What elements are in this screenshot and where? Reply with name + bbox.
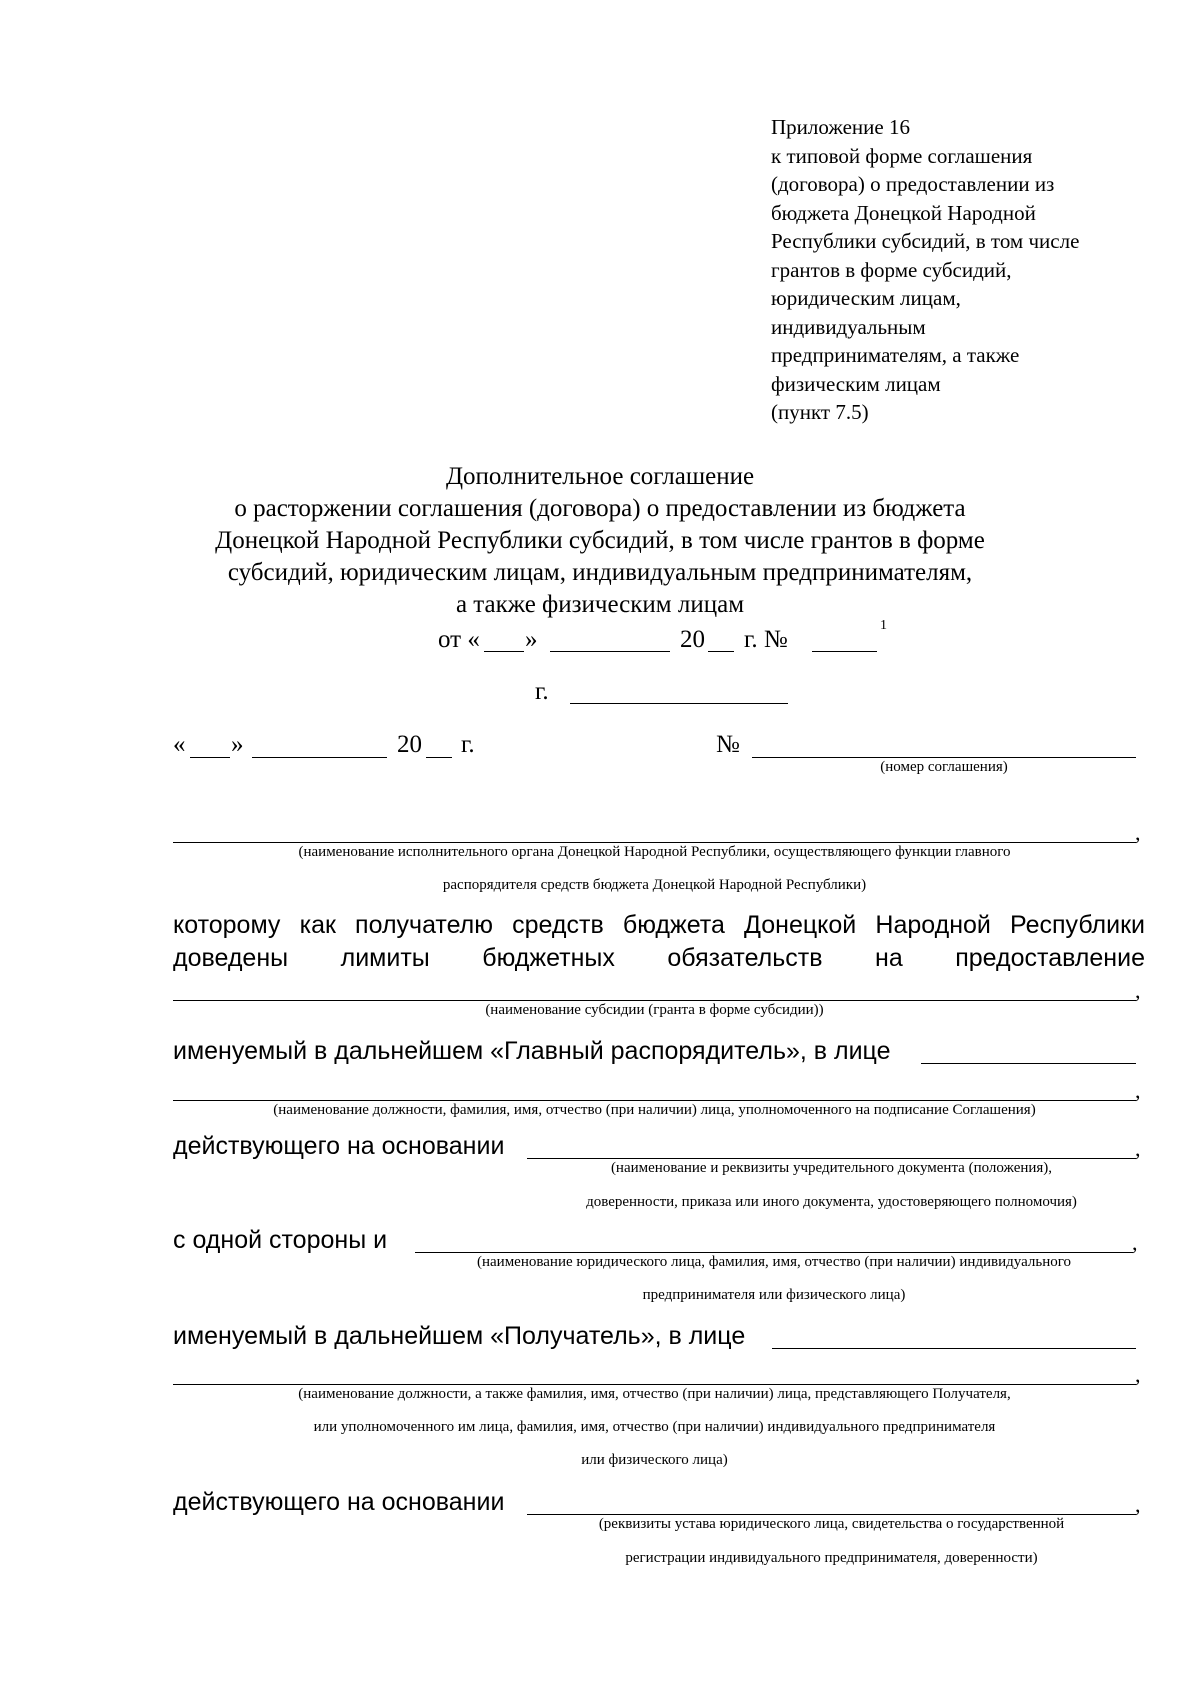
date-open-quote: « <box>173 731 186 758</box>
word: лимиты <box>340 944 430 972</box>
title-line: Донецкой Народной Республики субсидий, в том числе грантов в форме <box>215 527 985 554</box>
recipient-text-line-2 <box>173 943 1145 973</box>
appendix-line: физическим лицам <box>771 371 941 396</box>
title-line: а также физическим лицам <box>455 591 745 618</box>
comma: , <box>1135 820 1141 845</box>
word: бюджетных <box>482 944 615 972</box>
word: на <box>875 944 903 972</box>
comma: , <box>1135 978 1141 1003</box>
appendix-line: грантов в форме субсидий, <box>771 257 1012 282</box>
title-number-blank[interactable] <box>812 651 877 652</box>
rep-caption-1: (наименование должности, а также фамилия, имя, отчество (при наличии) лица, представляющего Получателя, <box>298 1386 1011 1402</box>
title-date-prefix: от « <box>438 626 480 653</box>
main-manager-person-blank[interactable] <box>921 1063 1136 1064</box>
charter-caption-1: (реквизиты устава юридического лица, свидетельства о государственной <box>598 1516 1065 1532</box>
city-blank[interactable] <box>570 703 788 704</box>
title-line: Дополнительное соглашение <box>445 463 755 490</box>
acting-basis-text: действующего на основании <box>173 1132 505 1160</box>
appendix-line: (пункт 7.5) <box>771 400 869 424</box>
rep-caption-3: или физического лица) <box>581 1452 728 1468</box>
word: обязательств <box>667 944 823 972</box>
footnote-mark: 1 <box>880 618 887 633</box>
month-blank[interactable] <box>252 757 387 758</box>
year-blank[interactable] <box>426 757 452 758</box>
appendix-line: индивидуальным <box>771 314 926 339</box>
title-month-blank[interactable] <box>550 651 670 652</box>
title-number-label: г. № <box>744 626 788 653</box>
date-close-quote: » <box>231 731 244 758</box>
comma: , <box>1135 1492 1141 1517</box>
appendix-line: Приложение 16 <box>771 115 910 139</box>
city-prefix: г. <box>535 678 549 705</box>
recipient-named-text: именуемый в дальнейшем «Получатель», в лице <box>173 1322 746 1350</box>
word: доведены <box>173 944 289 972</box>
comma: , <box>1135 1362 1141 1387</box>
comma: , <box>1135 1078 1141 1103</box>
number-sign: № <box>716 731 740 758</box>
basis-caption-1: (наименование и реквизиты учредительного документа (положения), <box>610 1160 1053 1176</box>
appendix-line: Республики субсидий, в том числе <box>771 229 1080 253</box>
comma: , <box>1135 1136 1141 1161</box>
appendix-line: юридическим лицам, <box>771 286 961 310</box>
title-year-blank[interactable] <box>708 651 734 652</box>
title-year-prefix: 20 <box>680 626 705 653</box>
title-day-blank[interactable] <box>484 651 524 652</box>
acting-basis-text-2: действующего на основании <box>173 1488 505 1516</box>
document-title <box>0 461 1200 621</box>
subsidy-caption: (наименование субсидии (гранта в форме субсидии)) <box>485 1002 824 1018</box>
word: предоставление <box>955 944 1145 972</box>
appendix-line: (договора) о предоставлении из <box>771 172 1055 196</box>
appendix-header <box>771 113 1171 427</box>
appendix-line: бюджета Донецкой Народной <box>771 200 1036 225</box>
one-side-text: с одной стороны и <box>173 1226 388 1254</box>
entity-caption-1: (наименование юридического лица, фамилия, имя, отчество (при наличии) индивидуального <box>476 1254 1072 1270</box>
recipient-text-line-1: которому как получателю средств бюджета Донецкой Народной Республики <box>173 911 1145 939</box>
title-date-mid: » <box>525 626 538 653</box>
year-suffix: г. <box>461 731 475 758</box>
title-line: субсидий, юридическим лицам, индивидуальным предпринимателям, <box>227 559 973 586</box>
authority-caption-2: распорядителя средств бюджета Донецкой Народной Республики) <box>442 877 867 893</box>
year-prefix: 20 <box>397 731 422 758</box>
comma: , <box>1132 1230 1138 1255</box>
rep-caption-2: или уполномоченного им лица, фамилия, имя, отчество (при наличии) индивидуального предпринимателя <box>313 1419 996 1435</box>
appendix-line: к типовой форме соглашения <box>771 143 1033 168</box>
main-manager-text: именуемый в дальнейшем «Главный распорядитель», в лице <box>173 1037 891 1065</box>
title-line: о расторжении соглашения (договора) о предоставлении из бюджета <box>234 495 966 522</box>
charter-caption-2: регистрации индивидуального предпринимателя, доверенности) <box>625 1550 1038 1566</box>
basis-caption-2: доверенности, приказа или иного документа, удостоверяющего полномочия) <box>586 1194 1077 1210</box>
appendix-line: предпринимателям, а также <box>771 343 1020 367</box>
entity-caption-2: предпринимателя или физического лица) <box>642 1287 906 1303</box>
position-caption: (наименование должности, фамилия, имя, отчество (при наличии) лица, уполномоченного на подписание Соглашения) <box>273 1102 1036 1118</box>
day-blank[interactable] <box>190 757 230 758</box>
authority-caption-1: (наименование исполнительного органа Донецкой Народной Республики, осуществляющего функции главного <box>298 844 1011 860</box>
agreement-number-caption: (номер соглашения) <box>880 759 1008 775</box>
recipient-person-blank[interactable] <box>772 1348 1136 1349</box>
